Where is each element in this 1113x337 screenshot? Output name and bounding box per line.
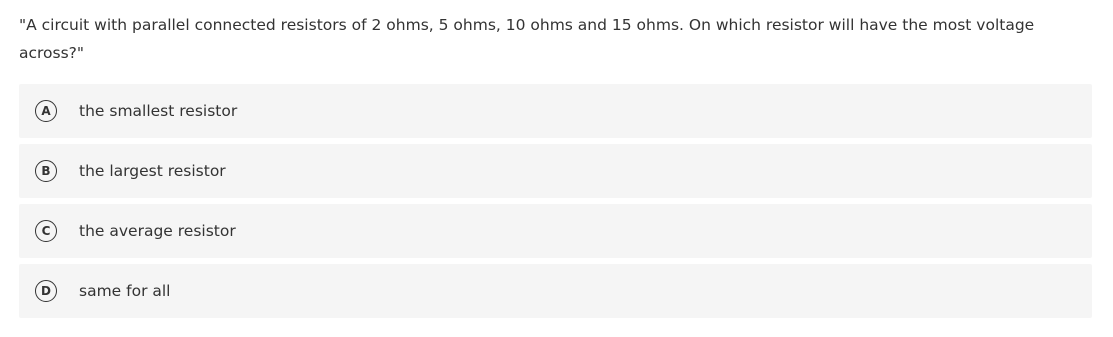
option-label: the largest resistor [79, 162, 226, 180]
answer-option-d[interactable] [19, 264, 1092, 318]
option-label: the smallest resistor [79, 102, 238, 120]
option-letter-badge: C [35, 220, 57, 242]
option-letter-badge: A [35, 100, 57, 122]
answer-option-b[interactable] [19, 144, 1092, 198]
option-label: the average resistor [79, 222, 236, 240]
answer-option-a[interactable] [19, 84, 1092, 138]
option-letter-badge: D [35, 280, 57, 302]
option-letter-badge: B [35, 160, 57, 182]
question-text: "A circuit with parallel connected resistors of 2 ohms, 5 ohms, 10 ohms and 15 ohms. On which resistor will have the most voltage across?" [19, 16, 1035, 62]
answer-options [19, 84, 1092, 318]
option-label: same for all [79, 282, 171, 300]
answer-option-c[interactable] [19, 204, 1092, 258]
